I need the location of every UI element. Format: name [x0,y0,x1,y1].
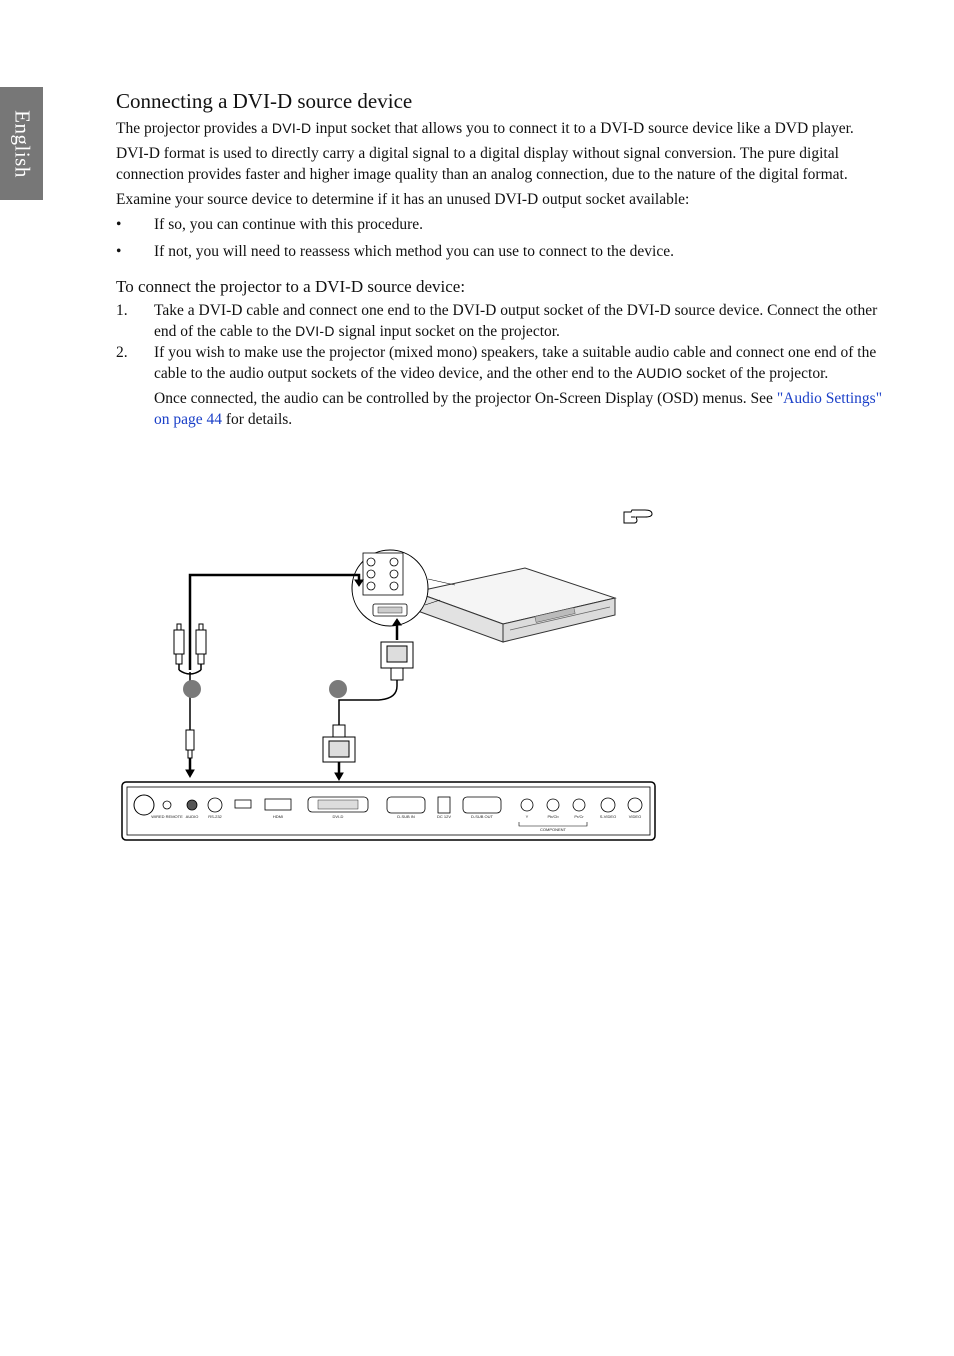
intro-paragraph-3: Examine your source device to determine if it has an unused DVI-D output socket available: [116,191,690,208]
step-2: 2. If you wish to make use the projector (mixed mono) speakers, take a suitable audio cable and connect one end of the cable to the audio output sockets of the video device, and the other end to the AUDIO socket of the projector. [116,344,877,382]
procedure-title: To connect the projector to a DVI-D source device: [116,277,466,296]
page-title: Connecting a DVI-D source device [116,89,413,113]
page-content [116,88,886,434]
step-1: 1. Take a DVI-D cable and connect one end to the DVI-D output socket of the DVI-D source device. Connect the other end of the cable to the DVI-D signal input socket on the projector. [116,302,878,340]
mini-jack-plug [186,730,194,758]
dvid-keyword: DVI-D [271,120,312,136]
language-tab-label: English [10,109,34,178]
pointing-hand-icon [624,510,652,523]
connection-diagram [115,500,660,850]
label-hdmi: HDMI [272,814,284,819]
language-tab [0,87,43,200]
bullet-list [116,214,886,262]
label-audio: AUDIO [185,814,199,819]
intro-paragraph-2: DVI-D format is used to directly carry a digital signal to a digital display without signal conversion. The pure digital connection provides faster and higher image quality than an analog connection, due to the nature of the digital format. [116,145,848,183]
label-dvid: DVI-D [332,814,344,819]
intro-paragraph-1: The projector provides a DVI-D input socket that allows you to connect it to a DVI-D source device like a DVD player. [116,120,854,137]
dvi-plug-top [381,642,413,680]
audio-note: Once connected, the audio can be controlled by the projector On-Screen Display (OSD) menus. See "Audio Settings" on page 44 for details. [154,390,883,428]
label-video: VIDEO [628,814,642,819]
badge-audio [183,680,201,698]
audio-settings-link[interactable]: "Audio Settings" on page 44 [154,390,883,428]
label-dc12v: DC 12V [436,814,452,819]
label-wired-remote: WIRED REMOTE [151,814,183,819]
dvd-player [415,568,615,642]
audio-keyword: AUDIO [636,365,683,381]
list-item: • If so, you can continue with this procedure. [116,216,424,233]
list-item: • If not, you will need to reassess which method you can use to connect to the device. [116,243,674,260]
procedure-steps [116,300,886,384]
label-component: COMPONENT [540,827,566,832]
projector-rear-panel [122,782,655,840]
connection-diagram-svg [115,500,660,845]
label-y: Y [525,814,529,819]
bullet-mark: • [116,243,122,260]
label-svideo: S-VIDEO [599,814,617,819]
label-pb: Pb/Cb [547,814,559,819]
dvid-keyword: DVI-D [295,323,335,339]
badge-dvi [329,680,347,698]
label-dsub-in: D-SUB IN [397,814,415,819]
bullet-mark: • [116,216,122,233]
label-pr: Pr/Cr [574,814,584,819]
dvi-plug-bottom [323,725,355,762]
label-rs232: RS-232 [208,814,222,819]
label-dsub-out: D-SUB OUT [471,814,493,819]
